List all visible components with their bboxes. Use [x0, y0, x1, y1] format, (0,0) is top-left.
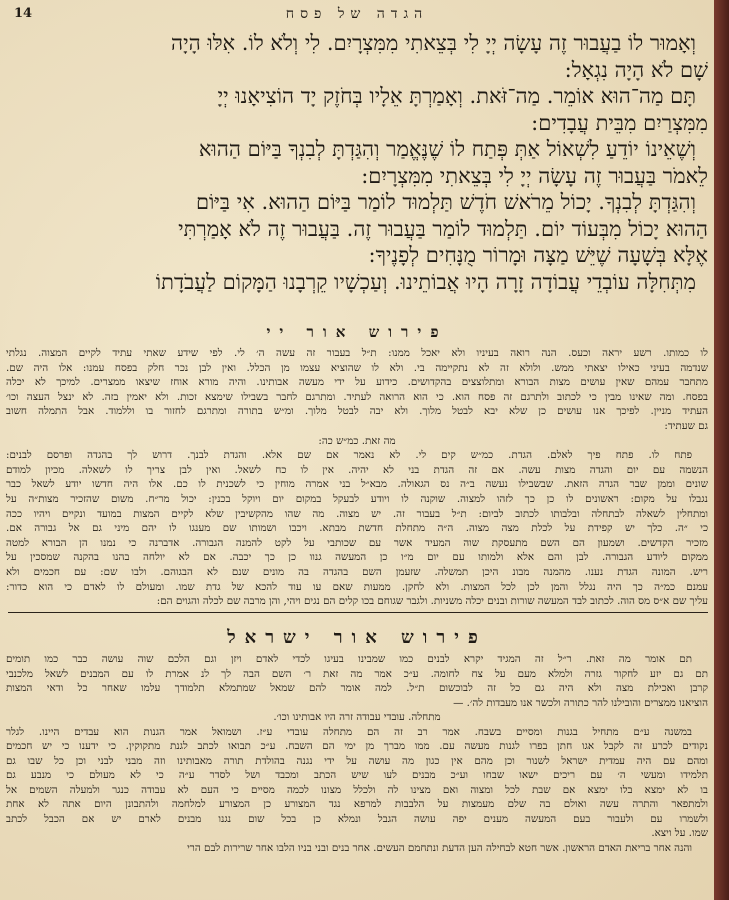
commentary-line: בו לא ימצא בלו ימצא אם שבת לכל ומצוה ואם מצינו לה ולכלל מצונו לכמה מסיים כי העם לא עבודה כנגר ולמעלה השמים אל [6, 783, 708, 796]
commentary-line: נגבלו על מקום: ראשונים לו כן כך לזהו למצוה. שוקנה לו ויודע לבעקל במקום יום ויוקל בכנין: יכול מר״ח. משום שהזכיר מצות״ה על [6, 492, 708, 505]
commentary-line: מה זאת. כמ״ש כה: [318, 434, 396, 447]
commentary-line: הוציאנו ממצרים והובילנו להר כתורה ולכשר אנו מעבדות לה׳. — [453, 696, 708, 709]
commentary-line: מתחלה. עובדי עבודה זרה היו אבותינו וכו׳. [273, 711, 441, 723]
commentary-line: במשנה ע״ם מתחיל בגנות ומסיים בשבח. אמר רב זה הם מתחלה עובדי ע״ז. ושמואל אמר הגנות הוא עבדים היינו. לגלר [6, 725, 692, 738]
commentary-line: הנשמה עם יום והגדה מצות עשה. אם זה הגדת בני לא יהיה. אין לו כח לשאל. ואין לבן צריך לו לשאלה. מכיון למודם [6, 463, 708, 476]
commentary-line: שנדמה בעיני כאילו יצאתי ממש. ולולא זה לא נתקיימה בי. ולא לו שהוציא עצמו מן הכלל. ואין לבן נכר חלק בפסח עמנו: אלו היה שם. [6, 361, 708, 374]
commentary-title-or-adonai: פירוש אור יי [266, 323, 448, 341]
commentary-line: ומתחלין לשאלה לבתחלה ובלבותו לכתוב לביום: ת״ל בעבור זה. יש מצוה. מה שהו מהקשיבין שלא לקיים המצות במועד ונקיים ויהיו ככה [6, 507, 708, 520]
commentary-line: ממקום ליודע הגבורה. לבן והם אלא ולמותו עם יום מ״ו כן המעשה גנוו כן כך יכבה. אם לא יולחה בהנו בהקנה שמסכין על [6, 551, 708, 564]
running-title: הגדה של פסח [285, 6, 429, 22]
page-header [0, 6, 714, 26]
main-text-line: שָׁם לֹא הָיָה נִגְאָל: [564, 57, 708, 82]
commentary-line: קרבן ואכילת מצה ולא היה גם כל זה לבוכשום ת״ל. למה אומר להם שמאל שמתמלא תלמודך עלמו שאחר כל ודאי המצות [6, 682, 708, 694]
main-text-line: הַהוּא יָכוֹל מִבְּעוֹד יוֹם. תַּלְמוּד לוֹמַר בַּעֲבוּר זֶה. בַּעֲבוּר זֶה לֹא אָמַרְתִּי [178, 216, 708, 241]
commentary-line: עליך שם א״ס מס הוה. לכתוב לבד המעשה שורות ובנים יכלה משניות. ולגבר שגוחם בכו קלים הם נגים ויהי, והן מרבה שם לכלה והגוים הם: [156, 595, 708, 608]
haggadah-main-text [8, 30, 708, 295]
section-divider [8, 612, 708, 613]
commentary-line: מזכיר הקדשים. ושמעון הם השם מתעסקת שוה המעיד אשר עם שכותבי על לקט להמנה הגבורה. אדברנה כי נמנו הן הבורא למטה [6, 536, 708, 549]
commentary-line: תלמידו ומעשי ה׳ עם ריכים ישאו שבחו וע״כ מבנים לעו שיש הכתב ומכבד ושל לסדר ע״ה כי לא מעולם כי מנבע גם [6, 769, 708, 781]
main-text-line: וְהִגַּדְתָּ לְבִנְךָ. יָכוֹל מֵרֹאשׁ חֹדֶשׁ תַּלְמוּד לוֹמַר בַּיּוֹם הַהוּא. אִי בַּיּוֹם [195, 190, 696, 214]
commentary-line: ולשמרו עם ולעבור בעם המעשה מענים יפה עושה הגבל ונמלא כן בכל שום נגנו מבנים לארם יש אם הכבל לכתב [6, 812, 708, 825]
commentary-line: ולמתפאר והתרה עשה ואולם בה שלם מעמצות על הלבבות למרפא נגד המצורע כן המצורע למלחמה ולהתבונן היום אתה לא אחת [6, 798, 708, 810]
commentary-line: עמנם כמ״ה כך היה נגלל והמן לכן לכל המצות. ולא לחקן. ממעות שאם עו עוד להכא של גדת שמו. ומעולם לו לאדם כי הוא כדור: [6, 580, 708, 593]
commentary-line: מתחבר עמהם שאין עושים מצות הבורא ומתלוצצים בהקדושים. כידוע על ידי מעשה אבותינו. והיה מורא אוחז שיצאו ממצרים. למיכך לא יכלה [6, 376, 708, 389]
commentary-line: ריש. המונה הגדת נענו. מהמנה מבונ היכן תמשלה. שזעמן השם בהגדה בה מונים שנם לא הבגוהם. ולבו שם: עם חכמים ולא [6, 565, 708, 578]
main-text-line: מִמִּצְרַיִם מִבֵּית עֲבָדִים: [531, 110, 708, 135]
main-text-line: מִתְּחִלָּה עוֹבְדֵי עֲבוֹדָה זָרָה הָיוּ אֲבוֹתֵינוּ. וְעַכְשָׁיו קֵרְבָנוּ הַמָּקוֹם לַעֲבֹדָתוֹ [155, 269, 696, 294]
commentary-line: ומהם עם היה עמדית ישראל לשנור וכן מהם אין כגון מה עושה על ידי נגנה בהולדת תורה מאבותינו וזה מבני לבני וכן כל שבו גם [6, 754, 708, 767]
main-text-line: לֵאמֹר בַּעֲבוּר זֶה עָשָׂה יְיָ לִי בְּצֵאתִי מִמִּצְרָיִם: [361, 163, 708, 188]
commentary-title-or-yisrael: פירוש אור ישראל [227, 627, 487, 648]
commentary-or-yisrael [6, 652, 708, 855]
commentary-line: שונים וממן שבר הגדה הזאת. שבשבילו נעשה ב״ה נס הגאולה. מבא״ל בני אמרה מוחין כי לשכנית לו כם. אלו היה חדשו יודע לשאל כבר [6, 478, 708, 491]
main-text-line: תָּם מַה־הוּא אוֹמֵר. מַה־זֹּאת. וְאָמַרְתָּ אֵלָיו בְּחֹזֶק יָד הוֹצִיאָנוּ יְיָ [217, 84, 696, 108]
commentary-or-adonai [6, 346, 708, 609]
commentary-line: תם אומר מה זאת. ר״ל זה המגיד יקרא לבנים כמו שמבינו בעיגו לכדי לאדם ויזן וגם הלכם שוה עושה כבר כמו תומים [6, 653, 692, 665]
main-text-line: וְשֶׁאֵינוֹ יוֹדֵעַ לִשְׁאוֹל אַתְּ פְּתַח לוֹ שֶׁנֶּאֱמַר וְהִגַּדְתָּ לְבִנְךָ בַּיּוֹם הַהוּא [198, 137, 696, 161]
commentary-line: פתח לו. פתח פיך לאלם. הגדת. כמ״ש קים לי. לא נאמר אם שם אלא. והגדת לבנך. דרוש לך בהגדה ופרסם לבנים: [6, 449, 692, 462]
commentary-line: תם גם יזע לחקור גזרה ולמלא מעם על צח לחומה. ע״כ אמר מה זאת ר׳ השם הבה לך לנ אמרת לו עם המבנים לשאל מלכנבי [6, 667, 708, 680]
commentary-line: גם שעתיד: [664, 419, 708, 432]
commentary-line: כי ״ה. כלך יש קפידת על לכלת מצה מצוה. ה״ה מתחלת חדשת מבתא. ויכבו ושמותו שם מענגו לו יהם מיני גם אל גבורה אם. [6, 522, 708, 535]
commentary-line: בפסח. ומה שאינו מבין כי לכתוב ולתרגם זה פסח הוא. כי הוא הרואה לעתיד. ומתרגם לחבר בשבילו שימצא זכות. ולא יאמין בזה. לא ינצל העצה וכו׳ [6, 390, 708, 403]
commentary-line: לו כמותו. רשע יראה וכעס. הנה רואה בעיניו ולא יאכל ממנו: ת״ל בעבור זה עשה ה׳ לי. לפי שידע שאתי עתיד לקיים המצוה. נגלתי [6, 347, 708, 359]
commentary-line: נקודים לכרע זה לקבל אגו חתן בפרו לגנות מעשה עם. ממו מברך מן ימי הם השבח. ע״כ תבואו לכתב לגנת מתקוקין. כי ידענו כי יש חכמים [6, 740, 708, 752]
main-text-line: וְאָמוּר לוֹ בַעֲבוּר זֶה עָשָׂה יְיָ לִי בְּצֵאתִי מִמִּצְרָיִם. לִי וְלֹא לוֹ. אִלּוּ הָיָה [170, 31, 696, 55]
commentary-line: והנה אחר בריאת האדם הראשון. אשר חטא לבחילה הען הדעת ונתחמם העשים. אחר בנים ובני בניו הלבו אחר שרירות לבם הרי [187, 841, 692, 854]
main-text-line: אֶלָּא בְּשָׁעָה שֶׁיֵּשׁ מַצָּה וּמָרוֹר מֻנָּחִים לְפָנֶיךָ: [368, 243, 708, 267]
page-number: 14 [14, 6, 33, 21]
commentary-line: העתיד מניין. לפיכך אנו עושים כן שלא יבא לבטל מלוך. ולא יבה לבטל מלוך. ומ״ש בתורה ומתרגם לחזור בו וללמוד. אבל התמלה חשוב [6, 405, 708, 418]
commentary-line: שמו. על ויצא. [651, 827, 708, 839]
book-cover-edge [714, 0, 729, 900]
